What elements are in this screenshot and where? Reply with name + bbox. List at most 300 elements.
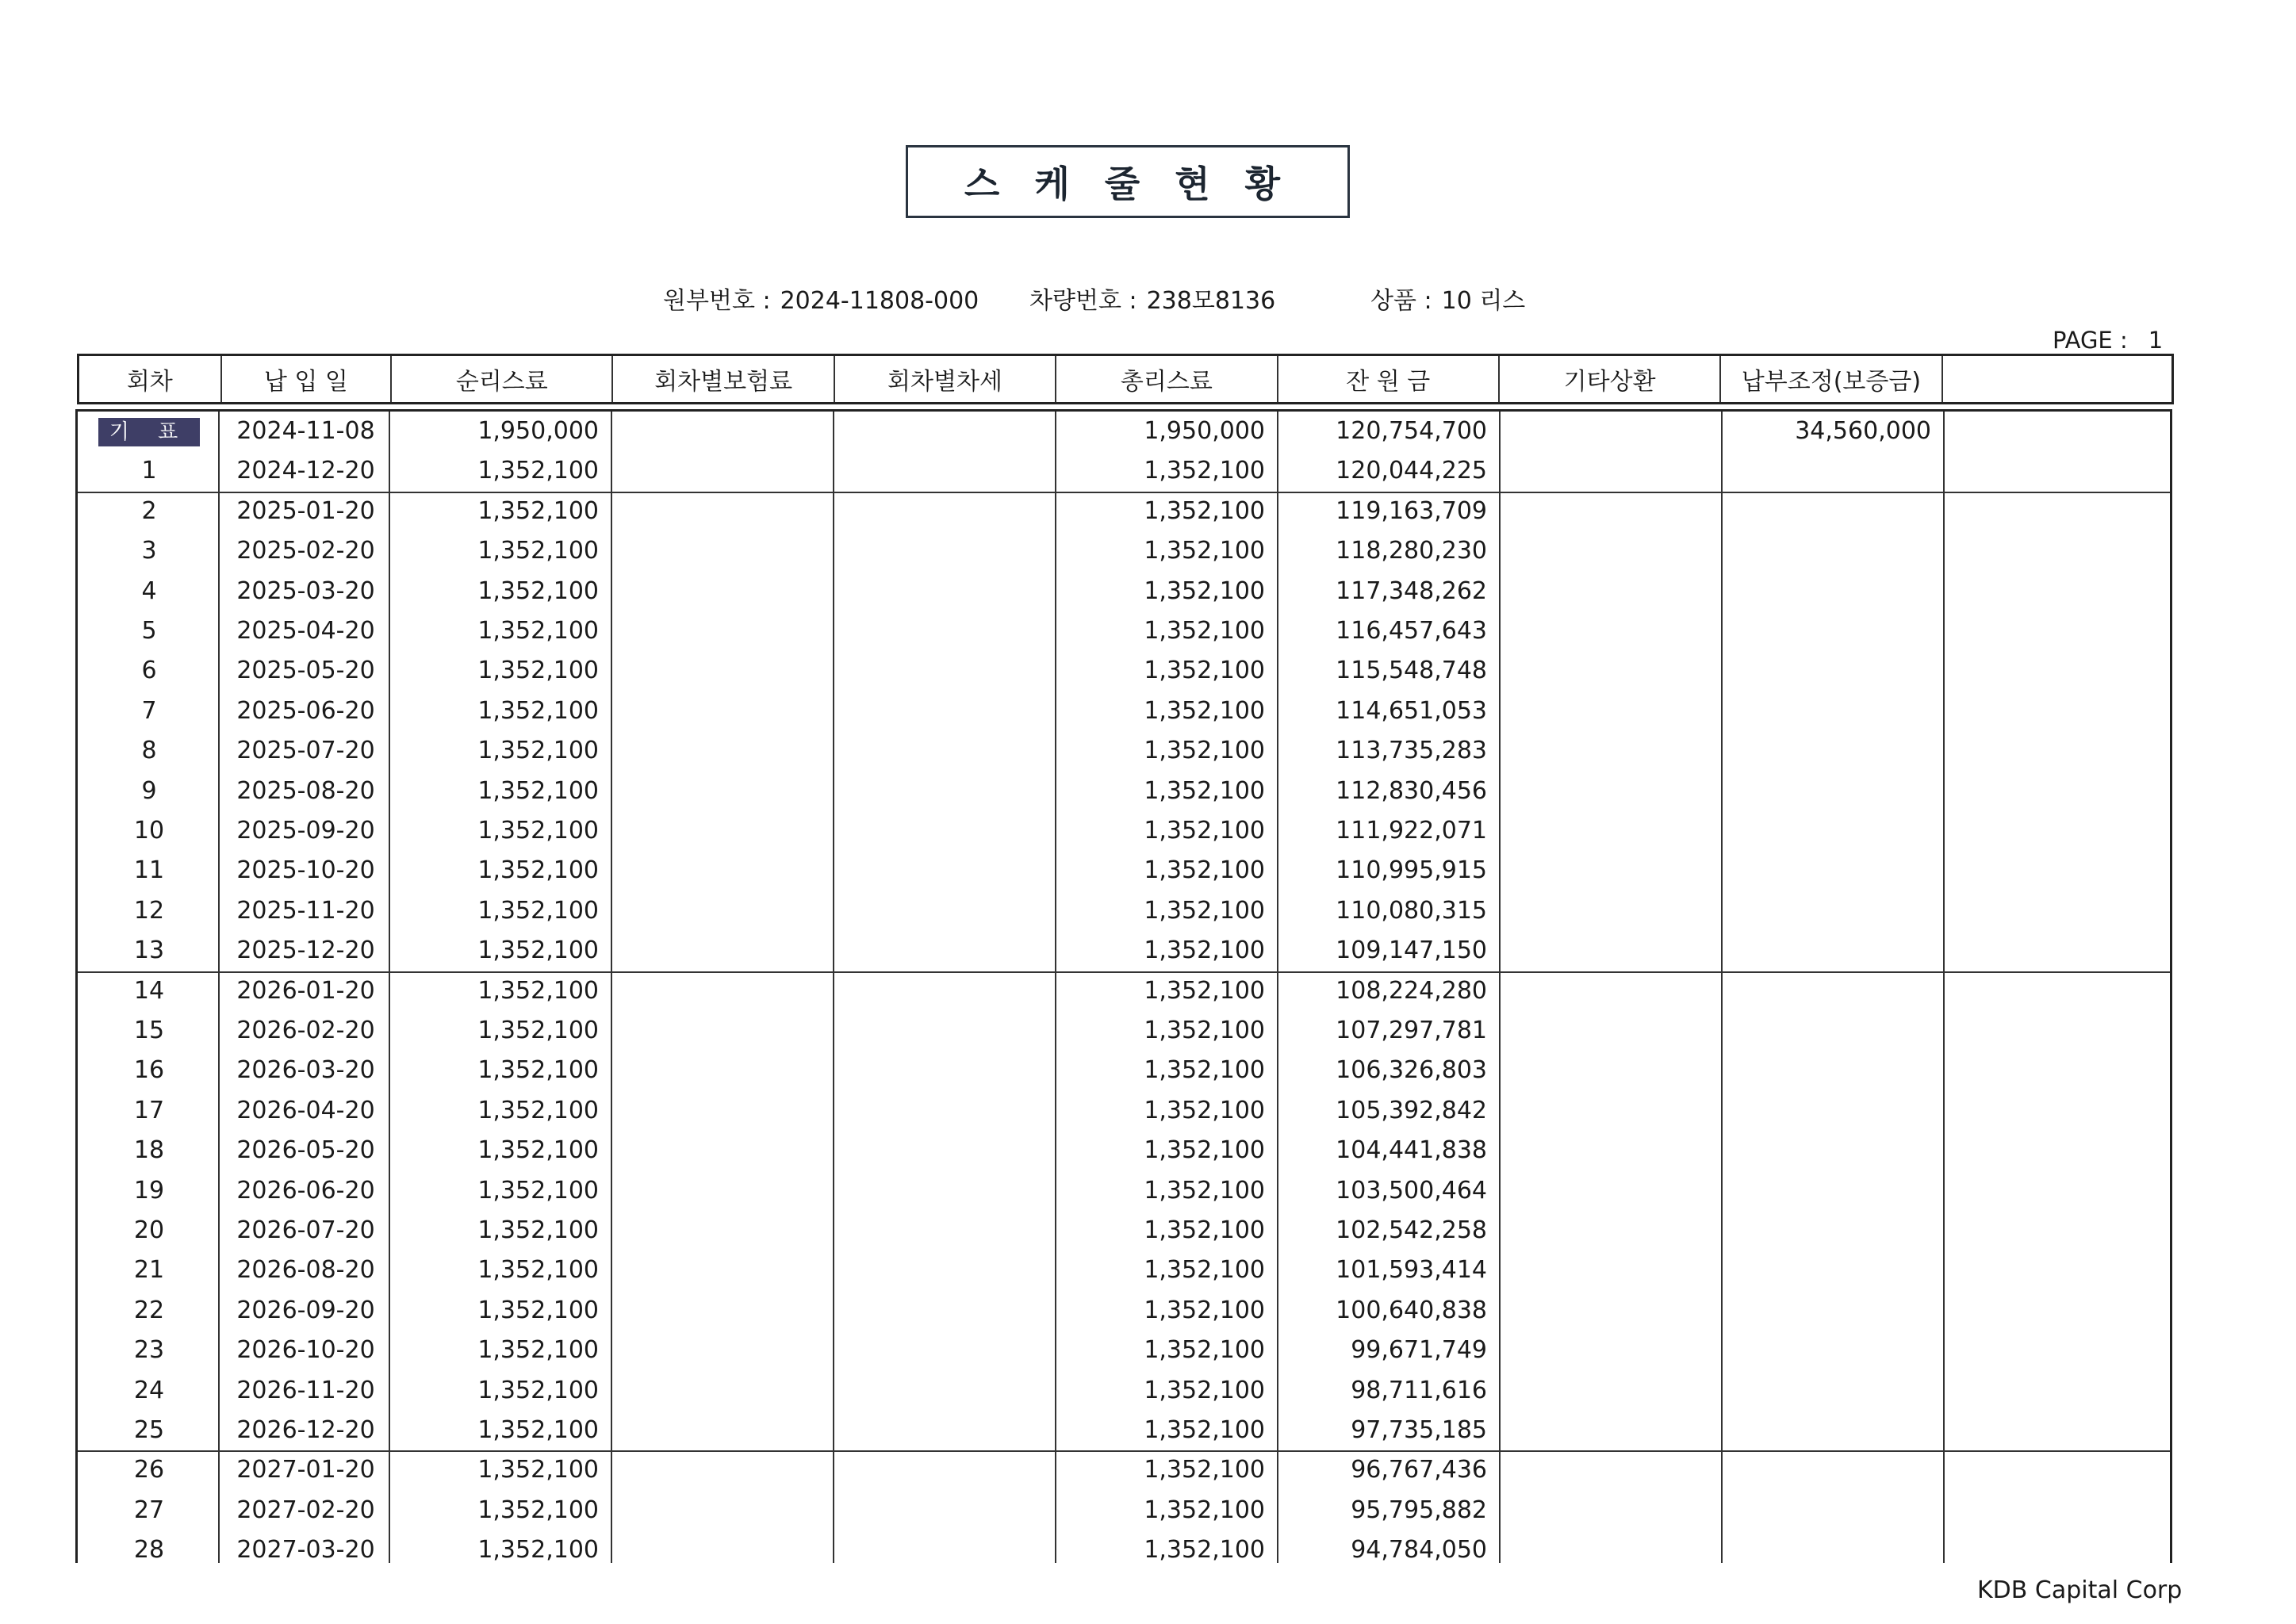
- table-row: [78, 1291, 2170, 1331]
- cell-total-lease-fee: 1,352,100: [1144, 936, 1265, 964]
- cell-remaining-principal: 111,922,071: [1336, 817, 1487, 845]
- cell-round: 18: [133, 1136, 165, 1164]
- cell-extra: [1945, 1331, 2175, 1370]
- table-row: [78, 1251, 2170, 1290]
- cell-payment-date: 2026-04-20: [236, 1097, 375, 1124]
- cell-round: 26: [133, 1456, 165, 1484]
- table-row: [78, 651, 2170, 691]
- cell-remaining-principal: 99,671,749: [1351, 1336, 1487, 1364]
- cell-payment-adjustment: [1723, 851, 1945, 891]
- cell-extra: [1945, 1011, 2175, 1051]
- table-header: [77, 354, 2174, 404]
- product-value: 10 리스: [1441, 287, 1526, 315]
- cell-payment-date: 2025-01-20: [236, 497, 375, 525]
- cell-insurance-fee: [613, 1331, 835, 1370]
- cell-insurance-fee: [613, 1530, 835, 1570]
- cell-insurance-fee: [613, 611, 835, 651]
- cell-total-lease-fee: 1,352,100: [1144, 897, 1265, 925]
- cell-total-lease-fee: 1,352,100: [1144, 977, 1265, 1005]
- cell-insurance-fee: [613, 492, 835, 531]
- cell-payment-date: 2025-08-20: [236, 777, 375, 805]
- cell-other-repayment: [1501, 1530, 1723, 1570]
- table-row: [78, 931, 2170, 971]
- cell-remaining-principal: 120,044,225: [1336, 457, 1487, 485]
- cell-round: 7: [141, 697, 157, 725]
- cell-net-lease-fee: 1,352,100: [477, 1216, 599, 1244]
- cell-remaining-principal: 110,995,915: [1336, 856, 1487, 884]
- cell-extra: [1945, 531, 2175, 571]
- cell-extra: [1945, 611, 2175, 651]
- cell-insurance-fee: [613, 1291, 835, 1331]
- cell-net-lease-fee: 1,352,100: [477, 897, 599, 925]
- cell-other-repayment: [1501, 971, 1723, 1011]
- cell-vehicle-tax: [835, 1011, 1057, 1051]
- cell-total-lease-fee: 1,352,100: [1144, 577, 1265, 605]
- cell-extra: [1945, 1131, 2175, 1170]
- cell-vehicle-tax: [835, 572, 1057, 611]
- cell-payment-date: 2026-06-20: [236, 1177, 375, 1205]
- cell-net-lease-fee: 1,352,100: [477, 1336, 599, 1364]
- cell-extra: [1945, 492, 2175, 531]
- cell-payment-date: 2025-03-20: [236, 577, 375, 605]
- table-row: [78, 572, 2170, 611]
- table-row: [78, 412, 2170, 451]
- cell-total-lease-fee: 1,352,100: [1144, 1336, 1265, 1364]
- table-row: [78, 1371, 2170, 1411]
- header-net-lease-fee: 순리스료: [392, 356, 613, 402]
- table-row: [78, 492, 2170, 531]
- cell-extra: [1945, 1091, 2175, 1131]
- cell-net-lease-fee: 1,352,100: [477, 697, 599, 725]
- table-row: [78, 531, 2170, 571]
- product-label: 상품 :: [1370, 287, 1432, 315]
- cell-extra: [1945, 1530, 2175, 1570]
- cell-net-lease-fee: 1,950,000: [477, 417, 599, 445]
- cell-remaining-principal: 100,640,838: [1336, 1297, 1487, 1324]
- table-row: [78, 772, 2170, 811]
- cell-net-lease-fee: 1,352,100: [477, 1056, 599, 1084]
- start-badge: 기 표: [98, 418, 201, 446]
- cell-payment-date: 2025-04-20: [236, 617, 375, 645]
- cell-remaining-principal: 118,280,230: [1336, 537, 1487, 565]
- cell-extra: [1945, 1051, 2175, 1090]
- table-row: [78, 1450, 2170, 1490]
- cell-insurance-fee: [613, 1211, 835, 1251]
- cell-extra: [1945, 1171, 2175, 1211]
- cell-other-repayment: [1501, 1091, 1723, 1131]
- cell-round: 5: [141, 617, 157, 645]
- cell-insurance-fee: [613, 931, 835, 971]
- cell-payment-date: 2025-06-20: [236, 697, 375, 725]
- table-row: [78, 1171, 2170, 1211]
- cell-total-lease-fee: 1,352,100: [1144, 1056, 1265, 1084]
- cell-payment-date: 2027-02-20: [236, 1496, 375, 1524]
- cell-payment-adjustment: [1723, 1530, 1945, 1570]
- cell-round: 13: [133, 936, 165, 964]
- cell-extra: [1945, 1211, 2175, 1251]
- cell-payment-date: 2026-10-20: [236, 1336, 375, 1364]
- cell-extra: [1945, 1411, 2175, 1450]
- table-row: [78, 1091, 2170, 1131]
- cell-payment-date: 2026-01-20: [236, 977, 375, 1005]
- cell-round: 14: [133, 977, 165, 1005]
- cell-remaining-principal: 97,735,185: [1351, 1416, 1487, 1444]
- header-other-repayment: 기타상환: [1500, 356, 1721, 402]
- cell-payment-adjustment: [1723, 731, 1945, 771]
- cell-extra: [1945, 1491, 2175, 1530]
- cell-round: [78, 412, 220, 451]
- cell-total-lease-fee: 1,352,100: [1144, 497, 1265, 525]
- cell-insurance-fee: [613, 1171, 835, 1211]
- cell-other-repayment: [1501, 492, 1723, 531]
- cell-insurance-fee: [613, 851, 835, 891]
- cell-insurance-fee: [613, 531, 835, 571]
- cell-extra: [1945, 931, 2175, 971]
- cell-total-lease-fee: 1,352,100: [1144, 657, 1265, 684]
- cell-extra: [1945, 691, 2175, 731]
- cell-payment-date: 2025-09-20: [236, 817, 375, 845]
- cell-remaining-principal: 117,348,262: [1336, 577, 1487, 605]
- company-name: KDB Capital Corp: [1977, 1576, 2183, 1604]
- cell-net-lease-fee: 1,352,100: [477, 497, 599, 525]
- cell-other-repayment: [1501, 1211, 1723, 1251]
- cell-payment-adjustment: [1723, 1450, 1945, 1490]
- cell-other-repayment: [1501, 1371, 1723, 1411]
- cell-net-lease-fee: 1,352,100: [477, 737, 599, 764]
- cell-remaining-principal: 94,784,050: [1351, 1536, 1487, 1564]
- cell-round: 16: [133, 1056, 165, 1084]
- page-title: 스 케 줄 현 황: [906, 145, 1350, 218]
- cell-payment-adjustment: [1723, 971, 1945, 1011]
- cell-remaining-principal: 113,735,283: [1336, 737, 1487, 764]
- cell-net-lease-fee: 1,352,100: [477, 1377, 599, 1404]
- cell-extra: [1945, 731, 2175, 771]
- contract-number-label: 원부번호 :: [663, 287, 771, 315]
- cell-payment-date: 2025-05-20: [236, 657, 375, 684]
- cell-extra: [1945, 811, 2175, 851]
- cell-payment-adjustment: [1723, 772, 1945, 811]
- cell-total-lease-fee: 1,352,100: [1144, 1536, 1265, 1564]
- cell-vehicle-tax: [835, 1051, 1057, 1090]
- cell-insurance-fee: [613, 1491, 835, 1530]
- vehicle-number-label: 차량번호 :: [1029, 287, 1137, 315]
- cell-payment-adjustment: [1723, 1251, 1945, 1290]
- header-payment-date: 납 입 일: [222, 356, 393, 402]
- cell-remaining-principal: 95,795,882: [1351, 1496, 1487, 1524]
- cell-net-lease-fee: 1,352,100: [477, 1456, 599, 1484]
- cell-net-lease-fee: 1,352,100: [477, 856, 599, 884]
- cell-payment-adjustment: [1723, 1331, 1945, 1370]
- cell-payment-adjustment: [1723, 691, 1945, 731]
- cell-vehicle-tax: [835, 931, 1057, 971]
- cell-net-lease-fee: 1,352,100: [477, 936, 599, 964]
- cell-other-repayment: [1501, 1171, 1723, 1211]
- contract-number-value: 2024-11808-000: [780, 287, 979, 315]
- page-number: [2053, 327, 2163, 354]
- cell-payment-date: 2024-11-08: [236, 417, 375, 445]
- cell-other-repayment: [1501, 811, 1723, 851]
- cell-insurance-fee: [613, 811, 835, 851]
- cell-round: 8: [141, 737, 157, 764]
- cell-other-repayment: [1501, 1291, 1723, 1331]
- cell-total-lease-fee: 1,352,100: [1144, 1256, 1265, 1284]
- cell-vehicle-tax: [835, 412, 1057, 451]
- cell-net-lease-fee: 1,352,100: [477, 777, 599, 805]
- cell-payment-adjustment: [1723, 891, 1945, 931]
- cell-other-repayment: [1501, 451, 1723, 491]
- cell-vehicle-tax: [835, 891, 1057, 931]
- cell-remaining-principal: 98,711,616: [1351, 1377, 1487, 1404]
- cell-total-lease-fee: 1,352,100: [1144, 817, 1265, 845]
- cell-other-repayment: [1501, 1131, 1723, 1170]
- cell-total-lease-fee: 1,352,100: [1144, 1416, 1265, 1444]
- cell-payment-adjustment: [1723, 811, 1945, 851]
- cell-net-lease-fee: 1,352,100: [477, 1297, 599, 1324]
- cell-insurance-fee: [613, 651, 835, 691]
- schedule-table: [75, 409, 2172, 1563]
- cell-other-repayment: [1501, 731, 1723, 771]
- cell-remaining-principal: 108,224,280: [1336, 977, 1487, 1005]
- cell-payment-adjustment: [1723, 931, 1945, 971]
- cell-insurance-fee: [613, 971, 835, 1011]
- cell-vehicle-tax: [835, 1251, 1057, 1290]
- cell-payment-adjustment: [1723, 1291, 1945, 1331]
- cell-payment-adjustment: [1723, 1011, 1945, 1051]
- cell-payment-adjustment: [1723, 1491, 1945, 1530]
- cell-vehicle-tax: [835, 1131, 1057, 1170]
- cell-net-lease-fee: 1,352,100: [477, 577, 599, 605]
- cell-vehicle-tax: [835, 1411, 1057, 1450]
- cell-total-lease-fee: 1,352,100: [1144, 1097, 1265, 1124]
- table-row: [78, 891, 2170, 931]
- cell-round: 15: [133, 1017, 165, 1044]
- table-row: [78, 731, 2170, 771]
- cell-payment-adjustment: 34,560,000: [1795, 417, 1931, 445]
- cell-remaining-principal: 115,548,748: [1336, 657, 1487, 684]
- cell-round: 25: [133, 1416, 165, 1444]
- cell-round: 2: [141, 497, 157, 525]
- vehicle-number-value: 238모8136: [1146, 287, 1276, 315]
- cell-other-repayment: [1501, 651, 1723, 691]
- cell-round: 17: [133, 1097, 165, 1124]
- cell-total-lease-fee: 1,352,100: [1144, 537, 1265, 565]
- cell-extra: [1945, 891, 2175, 931]
- cell-insurance-fee: [613, 1051, 835, 1090]
- cell-other-repayment: [1501, 531, 1723, 571]
- cell-remaining-principal: 106,326,803: [1336, 1056, 1487, 1084]
- cell-other-repayment: [1501, 691, 1723, 731]
- cell-net-lease-fee: 1,352,100: [477, 817, 599, 845]
- cell-extra: [1945, 1251, 2175, 1290]
- cell-remaining-principal: 103,500,464: [1336, 1177, 1487, 1205]
- cell-insurance-fee: [613, 691, 835, 731]
- cell-other-repayment: [1501, 412, 1723, 451]
- cell-vehicle-tax: [835, 811, 1057, 851]
- cell-payment-date: 2026-12-20: [236, 1416, 375, 1444]
- cell-other-repayment: [1501, 572, 1723, 611]
- cell-other-repayment: [1501, 1491, 1723, 1530]
- cell-other-repayment: [1501, 931, 1723, 971]
- cell-insurance-fee: [613, 412, 835, 451]
- cell-other-repayment: [1501, 772, 1723, 811]
- cell-remaining-principal: 114,651,053: [1336, 697, 1487, 725]
- cell-round: 3: [141, 537, 157, 565]
- cell-net-lease-fee: 1,352,100: [477, 1416, 599, 1444]
- cell-vehicle-tax: [835, 772, 1057, 811]
- cell-round: 19: [133, 1177, 165, 1205]
- cell-vehicle-tax: [835, 492, 1057, 531]
- cell-other-repayment: [1501, 1011, 1723, 1051]
- cell-remaining-principal: 116,457,643: [1336, 617, 1487, 645]
- cell-vehicle-tax: [835, 1450, 1057, 1490]
- cell-net-lease-fee: 1,352,100: [477, 617, 599, 645]
- cell-vehicle-tax: [835, 1371, 1057, 1411]
- cell-payment-adjustment: [1723, 611, 1945, 651]
- cell-remaining-principal: 104,441,838: [1336, 1136, 1487, 1164]
- cell-insurance-fee: [613, 1131, 835, 1170]
- cell-extra: [1945, 772, 2175, 811]
- cell-payment-date: 2026-03-20: [236, 1056, 375, 1084]
- cell-insurance-fee: [613, 1450, 835, 1490]
- cell-net-lease-fee: 1,352,100: [477, 1496, 599, 1524]
- cell-total-lease-fee: 1,352,100: [1144, 1456, 1265, 1484]
- cell-remaining-principal: 110,080,315: [1336, 897, 1487, 925]
- page-value: 1: [2148, 327, 2164, 354]
- cell-extra: [1945, 971, 2175, 1011]
- table-row: [78, 1051, 2170, 1090]
- cell-payment-date: 2026-02-20: [236, 1017, 375, 1044]
- cell-vehicle-tax: [835, 1331, 1057, 1370]
- cell-payment-adjustment: [1723, 531, 1945, 571]
- cell-vehicle-tax: [835, 731, 1057, 771]
- cell-extra: [1945, 412, 2175, 451]
- cell-net-lease-fee: 1,352,100: [477, 537, 599, 565]
- header-extra: [1943, 356, 2171, 402]
- table-row: [78, 451, 2170, 491]
- cell-total-lease-fee: 1,352,100: [1144, 617, 1265, 645]
- cell-round: 24: [133, 1377, 165, 1404]
- table-row: [78, 851, 2170, 891]
- cell-vehicle-tax: [835, 851, 1057, 891]
- cell-vehicle-tax: [835, 1171, 1057, 1211]
- table-row: [78, 611, 2170, 651]
- header-vehicle-tax: 회차별차세: [835, 356, 1056, 402]
- cell-net-lease-fee: 1,352,100: [477, 1536, 599, 1564]
- cell-round: 9: [141, 777, 157, 805]
- table-row: [78, 1131, 2170, 1170]
- cell-payment-date: 2024-12-20: [236, 457, 375, 485]
- cell-payment-date: 2027-03-20: [236, 1536, 375, 1564]
- cell-other-repayment: [1501, 1251, 1723, 1290]
- cell-payment-date: 2026-05-20: [236, 1136, 375, 1164]
- cell-vehicle-tax: [835, 1291, 1057, 1331]
- header-round: 회차: [79, 356, 222, 402]
- cell-round: 4: [141, 577, 157, 605]
- cell-insurance-fee: [613, 1251, 835, 1290]
- page-label: PAGE :: [2053, 327, 2128, 354]
- table-row: [78, 1211, 2170, 1251]
- cell-total-lease-fee: 1,352,100: [1144, 1136, 1265, 1164]
- cell-vehicle-tax: [835, 451, 1057, 491]
- cell-remaining-principal: 109,147,150: [1336, 936, 1487, 964]
- cell-vehicle-tax: [835, 971, 1057, 1011]
- cell-round: 6: [141, 657, 157, 684]
- cell-payment-adjustment: [1723, 1371, 1945, 1411]
- cell-payment-adjustment: [1723, 651, 1945, 691]
- cell-total-lease-fee: 1,352,100: [1144, 856, 1265, 884]
- contract-number: [663, 281, 979, 316]
- cell-payment-adjustment: [1723, 1051, 1945, 1090]
- cell-remaining-principal: 120,754,700: [1336, 417, 1487, 445]
- header-payment-adjustment: 납부조정(보증금): [1721, 356, 1942, 402]
- cell-other-repayment: [1501, 851, 1723, 891]
- cell-remaining-principal: 107,297,781: [1336, 1017, 1487, 1044]
- cell-vehicle-tax: [835, 1091, 1057, 1131]
- cell-remaining-principal: 102,542,258: [1336, 1216, 1487, 1244]
- cell-net-lease-fee: 1,352,100: [477, 977, 599, 1005]
- cell-payment-adjustment: [1723, 492, 1945, 531]
- cell-payment-date: 2025-02-20: [236, 537, 375, 565]
- cell-insurance-fee: [613, 451, 835, 491]
- cell-round: 10: [133, 817, 165, 845]
- cell-vehicle-tax: [835, 531, 1057, 571]
- cell-net-lease-fee: 1,352,100: [477, 657, 599, 684]
- cell-insurance-fee: [613, 1011, 835, 1051]
- table-row: [78, 1331, 2170, 1370]
- cell-round: 1: [141, 457, 157, 485]
- product: [1370, 281, 1525, 316]
- cell-payment-date: 2026-07-20: [236, 1216, 375, 1244]
- table-row: [78, 971, 2170, 1011]
- cell-round: 23: [133, 1336, 165, 1364]
- cell-round: 22: [133, 1297, 165, 1324]
- cell-round: 20: [133, 1216, 165, 1244]
- header-insurance-fee: 회차별보험료: [613, 356, 834, 402]
- cell-round: 21: [133, 1256, 165, 1284]
- cell-payment-date: 2025-12-20: [236, 936, 375, 964]
- table-row: [78, 691, 2170, 731]
- header-total-lease-fee: 총리스료: [1056, 356, 1278, 402]
- table-row: [78, 1530, 2170, 1570]
- cell-payment-adjustment: [1723, 572, 1945, 611]
- table-row: [78, 811, 2170, 851]
- cell-remaining-principal: 101,593,414: [1336, 1256, 1487, 1284]
- cell-remaining-principal: 96,767,436: [1351, 1456, 1487, 1484]
- cell-vehicle-tax: [835, 691, 1057, 731]
- cell-insurance-fee: [613, 772, 835, 811]
- cell-extra: [1945, 572, 2175, 611]
- cell-payment-date: 2026-09-20: [236, 1297, 375, 1324]
- cell-other-repayment: [1501, 891, 1723, 931]
- cell-payment-date: 2026-11-20: [236, 1377, 375, 1404]
- cell-net-lease-fee: 1,352,100: [477, 1256, 599, 1284]
- cell-vehicle-tax: [835, 1491, 1057, 1530]
- cell-net-lease-fee: 1,352,100: [477, 1136, 599, 1164]
- cell-payment-adjustment: [1723, 1211, 1945, 1251]
- cell-payment-adjustment: [1723, 1411, 1945, 1450]
- cell-extra: [1945, 451, 2175, 491]
- cell-extra: [1945, 651, 2175, 691]
- cell-total-lease-fee: 1,352,100: [1144, 1496, 1265, 1524]
- cell-vehicle-tax: [835, 611, 1057, 651]
- cell-payment-date: 2025-10-20: [236, 856, 375, 884]
- cell-extra: [1945, 1450, 2175, 1490]
- cell-insurance-fee: [613, 1411, 835, 1450]
- cell-vehicle-tax: [835, 651, 1057, 691]
- cell-payment-date: 2025-11-20: [236, 897, 375, 925]
- cell-total-lease-fee: 1,950,000: [1144, 417, 1265, 445]
- cell-total-lease-fee: 1,352,100: [1144, 1216, 1265, 1244]
